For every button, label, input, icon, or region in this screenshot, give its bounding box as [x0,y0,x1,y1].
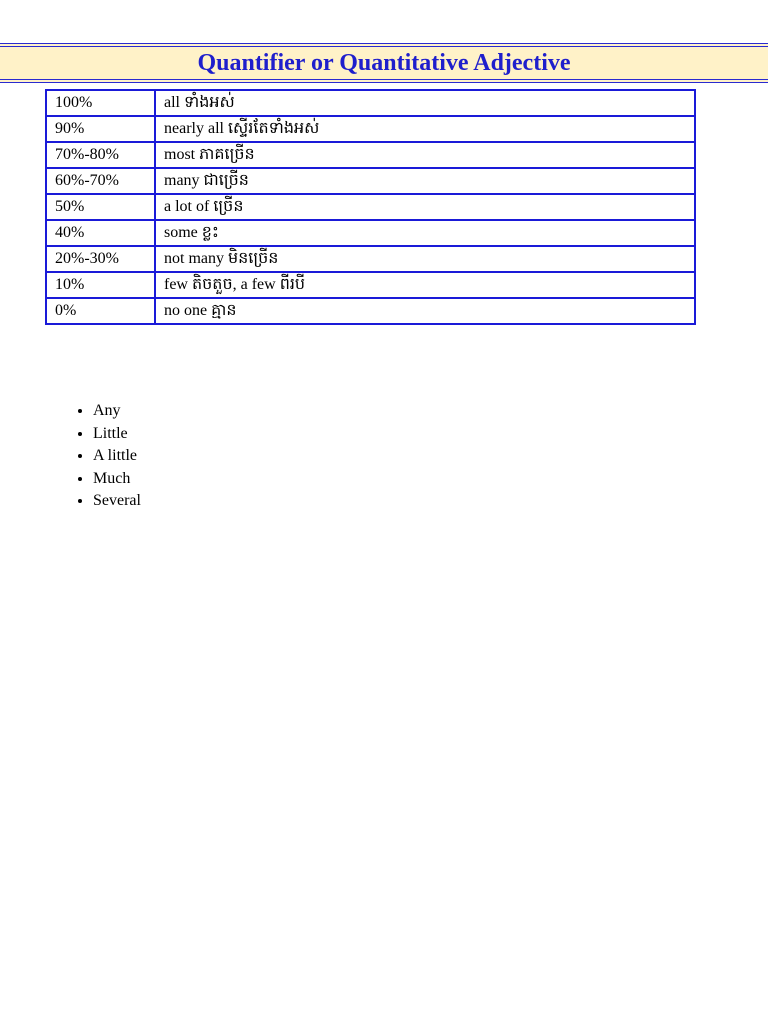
table-row [46,246,695,272]
percent-cell: 20%-30% [46,246,155,272]
table-row [46,298,695,324]
table-row [46,168,695,194]
term-cell: no one គ្មាន [155,298,695,324]
term-cell: a lot of ច្រើន [155,194,695,220]
list-item: • Several [93,490,141,513]
term-cell: many ជាច្រើន [155,168,695,194]
term-cell: all ទាំងអស់ [155,90,695,116]
list-item: • Much [93,468,141,491]
percent-cell: 0% [46,298,155,324]
title-banner [0,43,768,83]
list-item: • Little [93,423,141,446]
percent-cell: 100% [46,90,155,116]
percent-cell: 10% [46,272,155,298]
table-row [46,194,695,220]
table-row [46,90,695,116]
table-row [46,272,695,298]
list-item: • A little [93,445,141,468]
percent-cell: 40% [46,220,155,246]
quantifier-table [45,89,696,325]
term-cell: few តិចតួច, a few ពីរបី [155,272,695,298]
percent-cell: 70%-80% [46,142,155,168]
percent-cell: 50% [46,194,155,220]
table-row [46,142,695,168]
percent-cell: 90% [46,116,155,142]
table-row [46,220,695,246]
list-item: • Any [93,400,141,423]
page-title: Quantifier or Quantitative Adjective [197,49,571,76]
term-cell: most ភាគច្រើន [155,142,695,168]
term-cell: not many មិនច្រើន [155,246,695,272]
term-cell: nearly all ស្ទើរតែទាំងអស់ [155,116,695,142]
quantifier-list [45,400,141,513]
term-cell: some ខ្លះ [155,220,695,246]
table-row [46,116,695,142]
percent-cell: 60%-70% [46,168,155,194]
